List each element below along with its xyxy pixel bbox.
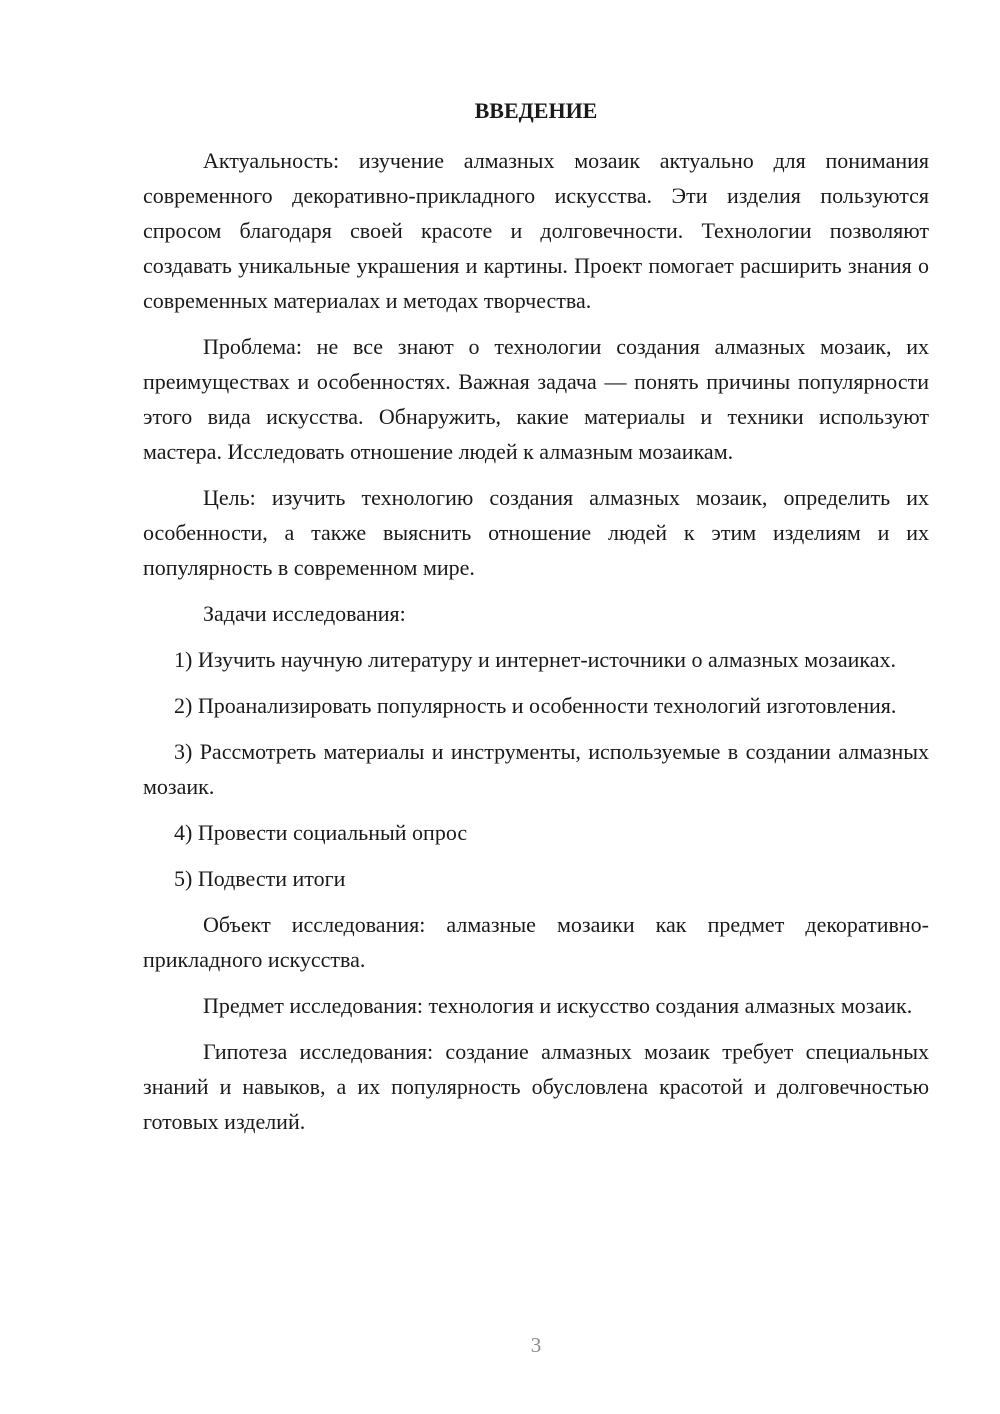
task-item: 3) Рассмотреть материалы и инструменты, используемые в создании алмазных мозаик. [143, 739, 929, 799]
task-item: 2) Проанализировать популярность и особенности технологий изготовления. [174, 693, 897, 718]
document-body [143, 143, 929, 1150]
problem-paragraph: Проблема: не все знают о технологии создания алмазных мозаик, их преимуществах и особенностях. Важная задача — понять причины популярности этого вида искусства. Обнаружить, какие материалы и техники используют мастера. Исследовать отношение людей к алмазным мозаикам. [143, 334, 929, 464]
goal-paragraph: Цель: изучить технологию создания алмазных мозаик, определить их особенности, а также выяснить отношение людей к этим изделиям и их популярность в современном мире. [143, 485, 929, 580]
document-page [143, 0, 929, 1414]
hypothesis-paragraph: Гипотеза исследования: создание алмазных мозаик требует специальных знаний и навыков, а их популярность обусловлена красотой и долговечностью готовых изделий. [143, 1039, 929, 1134]
subject-paragraph: Предмет исследования: технология и искусство создания алмазных мозаик. [203, 993, 913, 1018]
section-title: ВВЕДЕНИЕ [474, 98, 598, 123]
page-number: 3 [530, 1333, 542, 1357]
object-paragraph: Объект исследования: алмазные мозаики как предмет декоративно-прикладного искусства. [143, 912, 929, 972]
task-item: 1) Изучить научную литературу и интернет-источники о алмазных мозаиках. [174, 647, 897, 672]
relevance-paragraph: Актуальность: изучение алмазных мозаик актуально для понимания современного декоративно-прикладного искусства. Эти изделия пользуются спросом благодаря своей красоте и долговечности. Технологии позволяют создавать уникальные украшения и картины. Проект помогает расширить знания о современных материалах и методах творчества. [143, 148, 929, 313]
task-item: 5) Подвести итоги [174, 866, 346, 891]
task-item: 4) Провести социальный опрос [174, 820, 468, 845]
tasks-heading: Задачи исследования: [203, 601, 406, 626]
